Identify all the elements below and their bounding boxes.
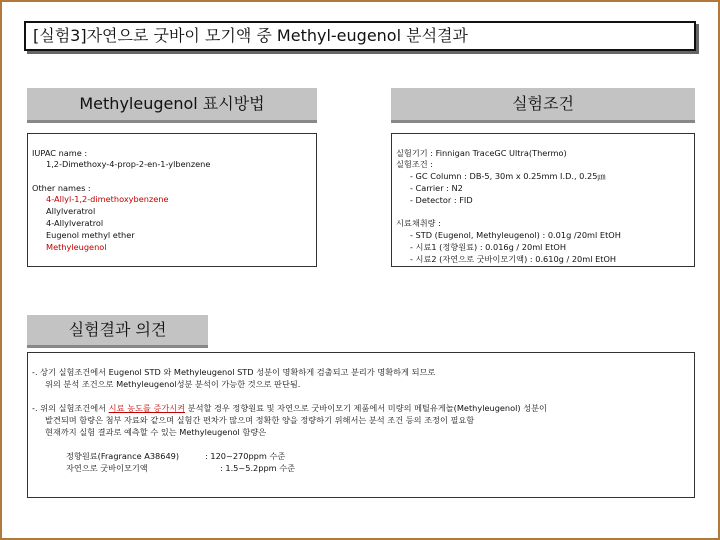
condition-item: - GC Column : DB-5, 30m x 0.25mm I.D., 0.25㎛ <box>410 171 606 181</box>
iupac-label: IUPAC name : <box>32 148 88 158</box>
conditions-panel <box>391 133 695 267</box>
sample-item: - STD (Eugenol, Methyleugenol) : 0.01g /20ml EtOH <box>410 230 621 240</box>
para2-line1 <box>32 403 547 414</box>
other-name-item: 4-Allyl-1,2-dimethoxybenzene <box>46 194 169 204</box>
experiment-conditions-header: 실험조건 <box>391 88 695 123</box>
para1-line2: 위의 분석 조건으로 Methyleugenol성분 분석이 가능한 것으로 판단됨. <box>45 379 301 389</box>
condition-item: - Carrier : N2 <box>410 183 463 193</box>
result-opinion-header: 실험결과 의견 <box>27 315 208 348</box>
other-name-item: Methyleugenol <box>46 242 107 252</box>
result-opinion-panel <box>27 352 695 498</box>
para2-suffix: 분석할 경우 정향원료 및 자연으로 굿바이모기 제품에서 미량의 메틸유게놀(Methyleugenol) 성분이 <box>187 403 547 413</box>
other-name-item: 4-Allylveratrol <box>46 218 104 228</box>
iupac-value: 1,2-Dimethoxy-4-prop-2-en-1-ylbenzene <box>46 159 211 169</box>
sample-item: - 시료1 (정향원료) : 0.016g / 20ml EtOH <box>410 242 567 252</box>
content-row-value: : 1.5~5.2ppm 수준 <box>220 463 296 473</box>
content-row-value: : 120~270ppm 수준 <box>205 451 286 461</box>
samples-label: 시료채취량 : <box>396 218 441 228</box>
instrument-line: 실험기기 : Finnigan TraceGC Ultra(Thermo) <box>396 148 567 158</box>
para1-line1: -. 상기 실험조건에서 Eugenol STD 와 Methyleugenol STD 성분이 명확하게 검출되고 분리가 명확하게 되므로 <box>32 367 436 377</box>
other-name-item: Eugenol methyl ether <box>46 230 135 240</box>
page-title: [실험3]자연으로 굿바이 모기액 중 Methyl-eugenol 분석결과 <box>24 21 696 51</box>
content-row-name: 자연으로 굿바이모기액 <box>66 463 148 473</box>
para2-line3: 현재까지 실험 결과로 예측할 수 있는 Methyleugenol 함량은 <box>45 427 267 437</box>
para2-line2: 발견되며 함량은 첨부 자료와 같으며 실험간 편차가 많으며 정확한 양을 정량하기 위해서는 분석 조건 등의 조정이 필요함 <box>45 415 475 425</box>
content-row-name: 정향원료(Fragrance A38649) <box>66 451 180 461</box>
methyleugenol-names-header: Methyleugenol 표시방법 <box>27 88 317 123</box>
condition-item: - Detector : FID <box>410 195 473 205</box>
other-names-label: Other names : <box>32 183 91 193</box>
other-name-item: Allylveratrol <box>46 206 96 216</box>
sample-item: - 시료2 (자연으로 굿바이모기액) : 0.610g / 20ml EtOH <box>410 254 617 264</box>
names-panel <box>27 133 317 267</box>
para2-highlight: 시료 농도를 증가시켜 <box>108 403 186 413</box>
conditions-label: 실험조건 : <box>396 159 433 169</box>
para2-prefix: -. 위의 실험조건에서 <box>32 403 107 413</box>
